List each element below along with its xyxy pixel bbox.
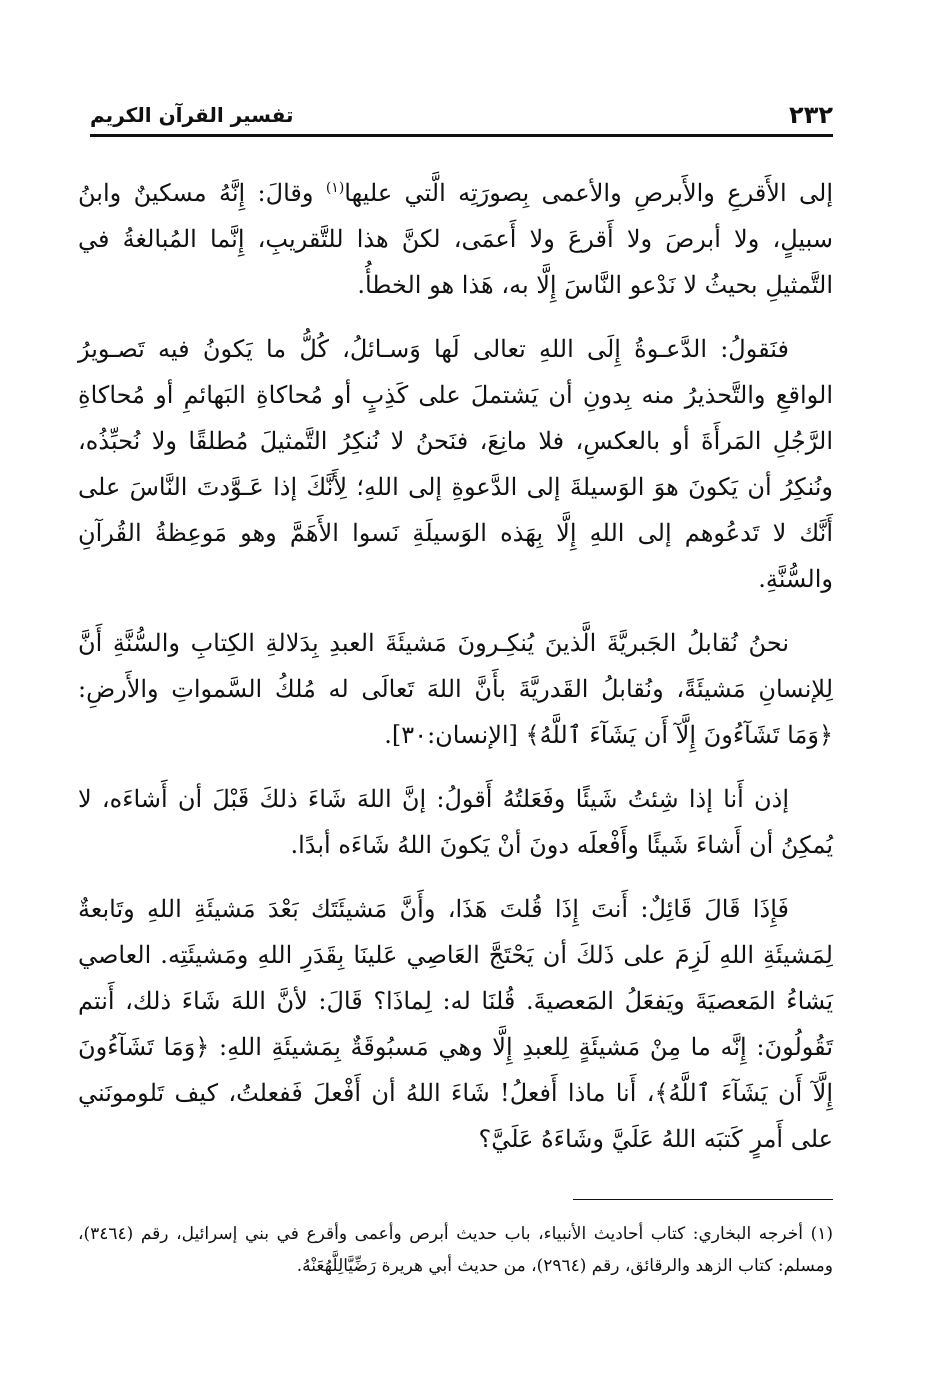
paragraph-1-text-a: إلى الأَقرعِ والأَبرصِ والأعمى بِصورَتِه الَّتي عليها — [344, 179, 833, 207]
footnote-divider — [573, 1199, 833, 1200]
paragraph-2 — [78, 326, 833, 602]
page-number: ٢٣٢ — [789, 101, 833, 129]
book-title: تفسير القرآن الكريم — [90, 103, 294, 127]
footnote-reference-1[interactable]: (١) — [325, 180, 345, 196]
paragraph-2-text: فنَقولُ: الدَّعـوةُ إِلَى اللهِ تعالى لَها وَسـائلُ، كُلُّ ما يَكونُ فيه تَصـويرُ الواقعِ والتَّحذيرُ منه بِدونِ أن يَشتملَ على كَذِبٍ أو مُحاكاةِ البَهائمِ أو مُحاكاةِ الرَّجُلِ المَرأَةَ أو بالعكسِ، فلا مانِعَ، فنَحنُ لا نُنكِرُ التَّمثيلَ مُطلقًا ولا نُحبِّذُه، ونُنكِرُ أن يَكونَ هوَ الوَسيلةَ إلى الدَّعوةِ إلى اللهِ؛ لِأَنَّكَ إذا عَـوَّدتَ النَّاسَ على أَنَّك لا تَدعُوهم إلى اللهِ إِلَّا بِهَذه الوَسيلَةِ نَسوا الأَهَمَّ وهو مَوعِظةُ القُرآنِ والسُّنَّةِ. — [78, 335, 833, 593]
verse-citation: [الإنسان:٣٠]. — [384, 721, 526, 749]
paragraph-4-text: إذن أَنا إذا شِئتُ شَيئًا وفَعَلتُهُ أَقولُ: إنَّ اللهَ شَاءَ ذلكَ قَبْلَ أن أَشاءَه، لا يُمكِنُ أن أَشاءَ شَيئًا وأَفْعلَه دونَ أنْ يَكونَ اللهُ شَاءَه أبدًا. — [78, 785, 833, 859]
paragraph-5-text-a: فَإِذَا قَالَ قَائِلٌ: أَنتَ إِذَا قُلتَ هَذَا، وأَنَّ مَشيئَتَك بَعْدَ مَشيئَةِ اللهِ وتَابعةٌ لِمَشيئَةِ اللهِ لَزِمَ على ذَلكَ أن يَحْتَجَّ العَاصِي عَلينَا بِقَدَرِ اللهِ ومَشيئَتِه. العاصي يَشاءُ المَعصيَةَ ويَفعَلُ المَعصيةَ. قُلنَا له: لِماذَا؟ قَالَ: لأنَّ اللهَ شَاءَ ذلك، أَنتم تَقُولُونَ: إِنَّه ما مِنْ مَشيئَةٍ لِلعبدِ إِلَّا وهي مَسبُوقَةٌ بِمَشيئَةِ اللهِ: — [78, 895, 833, 1061]
paragraph-1 — [78, 170, 833, 308]
header-divider — [90, 134, 833, 137]
paragraph-4 — [78, 776, 833, 868]
paragraph-5-text-b: ، أَنا ماذا أَفعلُ! شَاءَ اللهُ أن أَفْعلَ فَفعلتُ، كيف تَلومونَني على أَمرٍ كَتبَه اللهُ عَلَيَّ وشَاءَهُ عَلَيَّ؟ — [78, 1079, 833, 1153]
body-text — [78, 170, 833, 1180]
footnotes — [78, 1218, 833, 1282]
paragraph-1-text-b: وقالَ: إِنَّهُ مسكينٌ وابنُ سبيلٍ، ولا أبرصَ ولا أَقرعَ ولا أَعمَى، لكنَّ هذا للتَّقريبِ، إِنَّما المُبالغةُ في التَّمثيلِ بحيثُ لا نَدْعو النَّاسَ إِلَّا به، هَذا هو الخطأُ. — [78, 179, 833, 299]
paragraph-5 — [78, 886, 833, 1162]
paragraph-3 — [78, 620, 833, 758]
quran-verse-quote: ﴿وَمَا تَشَآءُونَ إِلَّآ أَن يَشَآءَ ٱللَّهُ﴾ — [525, 721, 833, 749]
page-header — [90, 96, 833, 130]
footnote-1: (١) أخرجه البخاري: كتاب أحاديث الأنبياء، باب حديث أبرص وأعمى وأقرع في بني إسرائيل، رقم (٣٤٦٤)، ومسلم: كتاب الزهد والرقائق، رقم (٢٩٦٤)، من حديث أبي هريرة رَضِّيَّالِلَّهُعَنْهُ. — [78, 1224, 833, 1276]
paragraph-3-text-a: نحنُ نُقابلُ الجَبريَّةَ الَّذينَ يُنكِـرونَ مَشيئَةَ العبدِ بِدَلالةِ الكِتابِ والسُّنَّةِ أَنَّ لِلإنسانِ مَشيئَةً، ونُقابلُ القَدريَّةَ بأَنَّ اللهَ تَعالَى له مُلكُ السَّمواتِ والأَرضِ: — [78, 629, 833, 703]
quran-verse-quote: ﴿وَمَا تَشَآءُونَ إِلَّآ أَن يَشَآءَ ٱللَّهُ﴾ — [78, 1033, 833, 1107]
